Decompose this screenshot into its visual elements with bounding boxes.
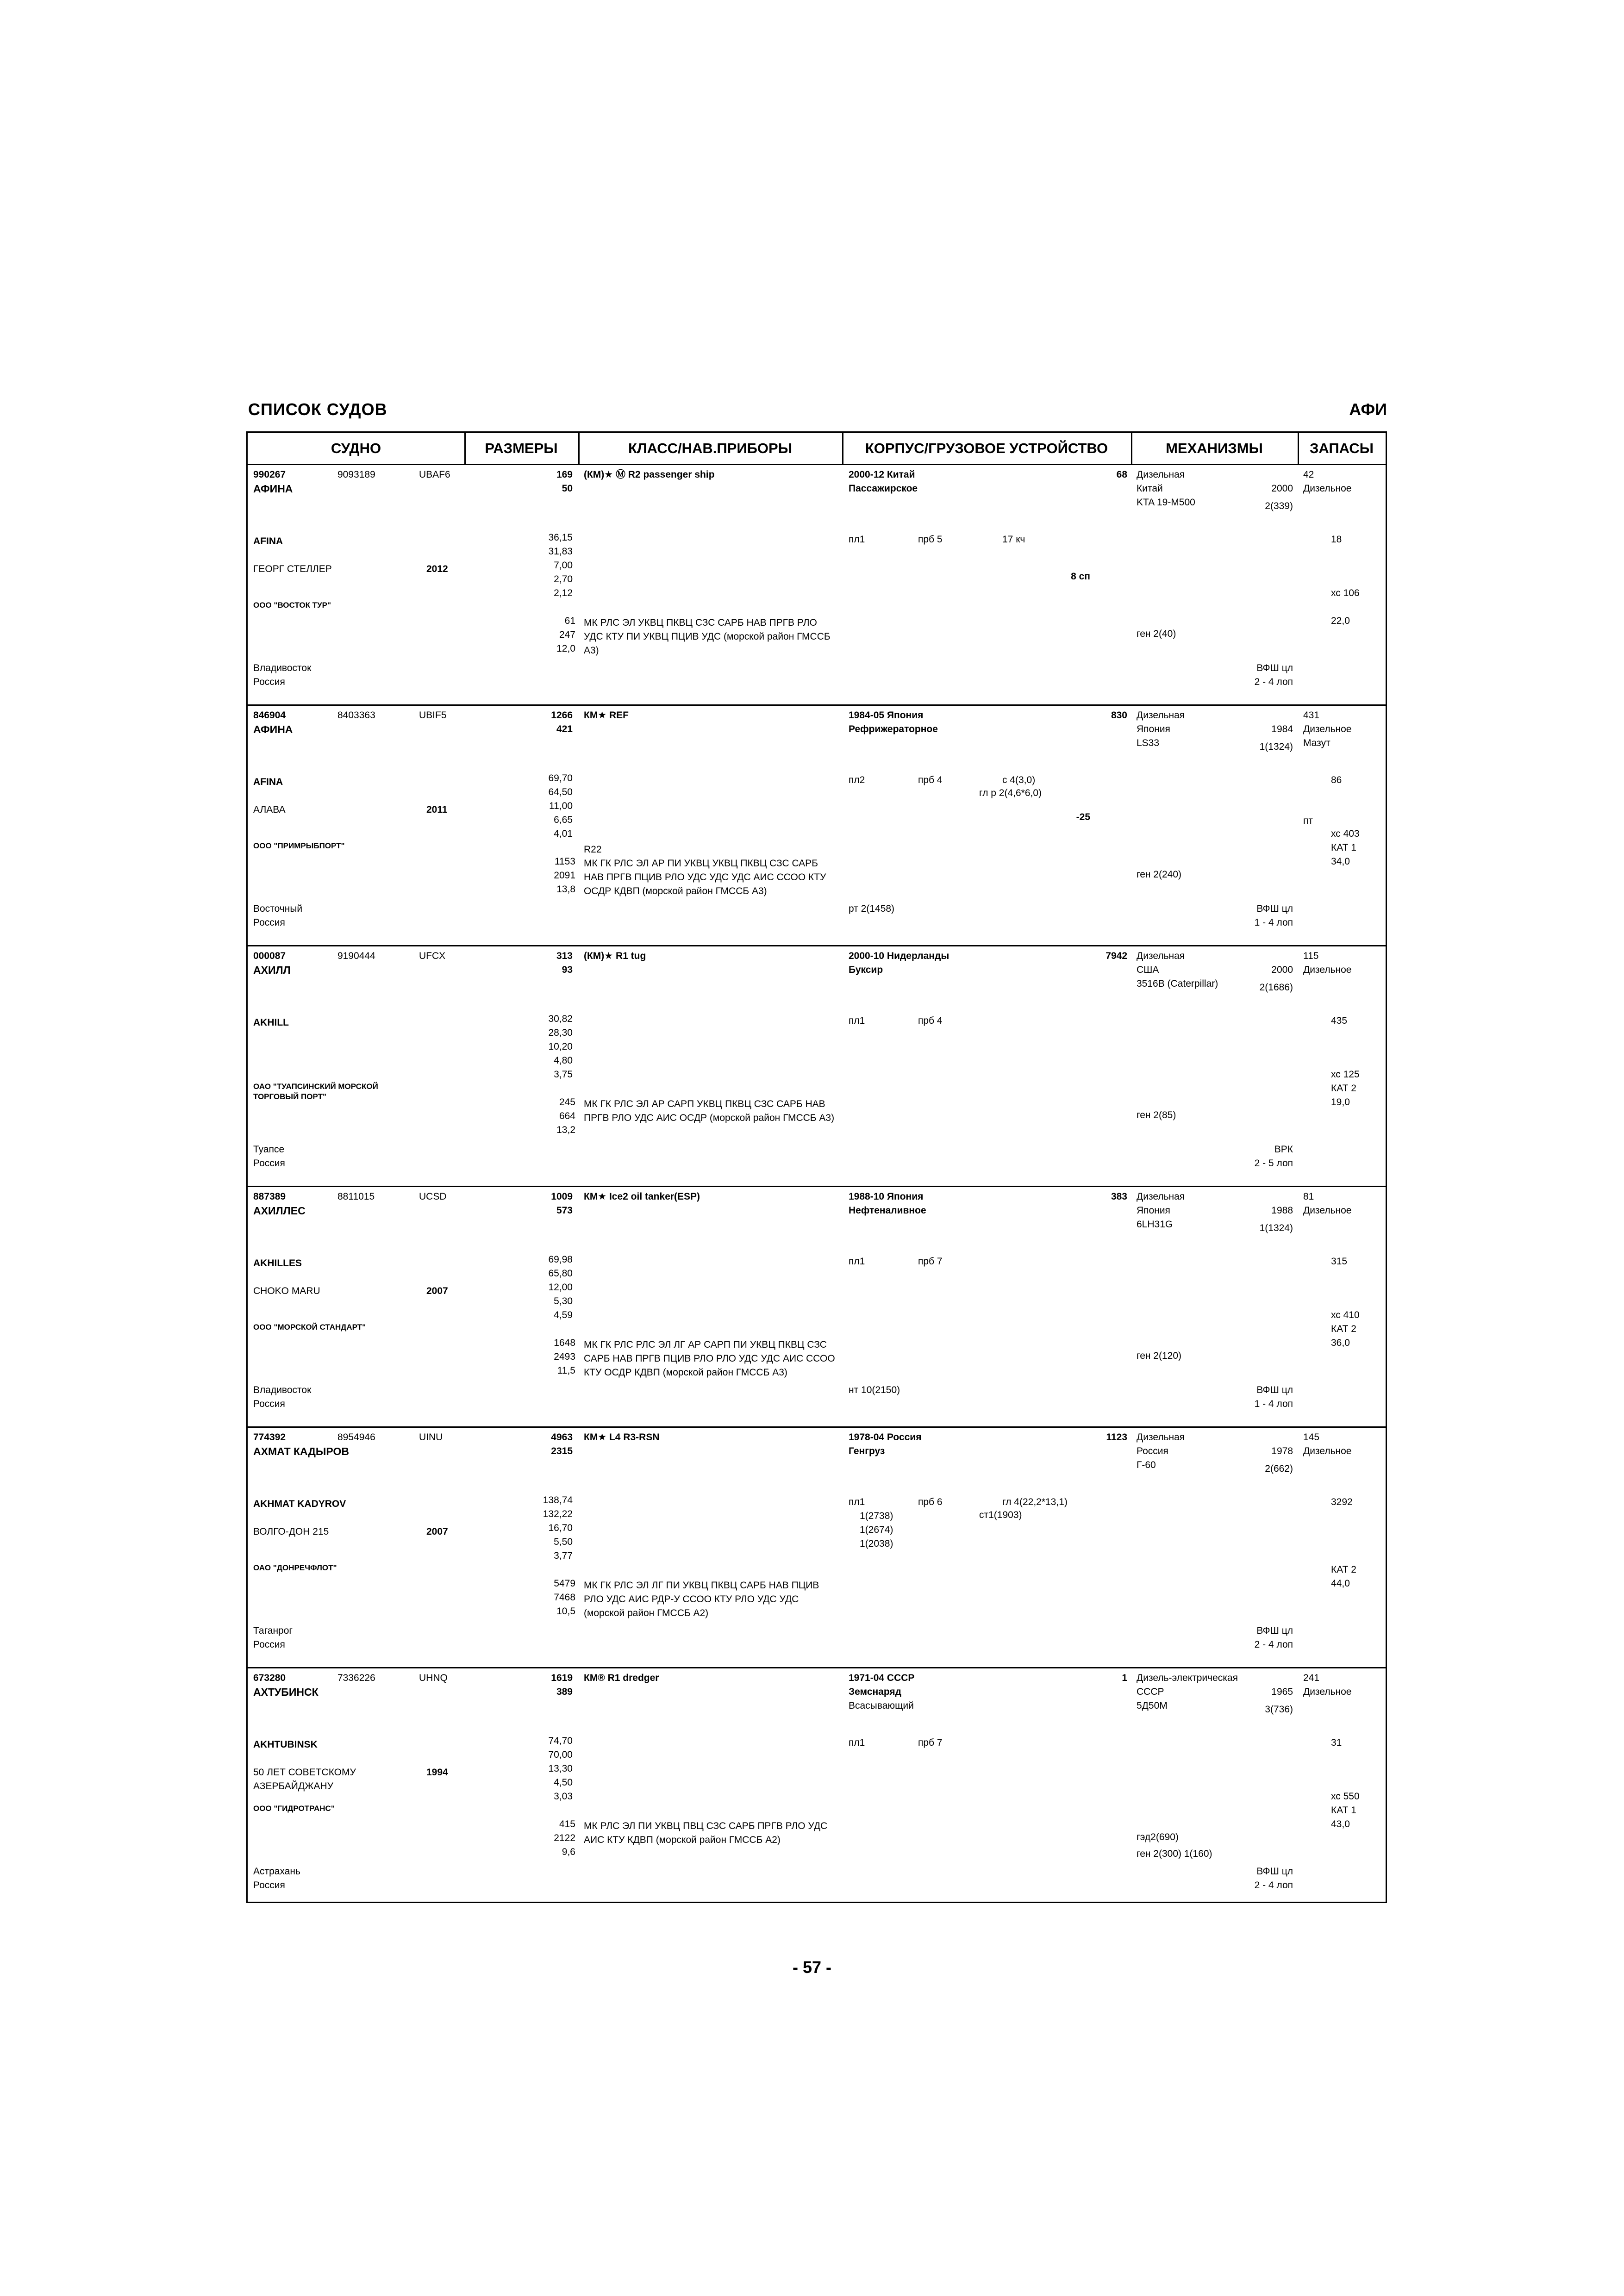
ship-call-sign: UBAF6 xyxy=(419,469,450,480)
ship-imo-number: 8403363 xyxy=(337,710,375,721)
net-tonnage: 389 xyxy=(556,1686,573,1697)
column-header-ship: СУДНО xyxy=(248,433,464,465)
dimensions-list xyxy=(530,1493,573,1563)
ship-entry xyxy=(248,1428,1386,1668)
ship-flag-country: Россия xyxy=(253,917,285,928)
tonnage-item: 11,5 xyxy=(557,1365,575,1376)
tonnage-item: 1648 xyxy=(554,1338,575,1348)
dims-item: 69,70 xyxy=(548,773,573,784)
holds: прб 5 xyxy=(918,534,943,545)
tonnage-item: 13,8 xyxy=(556,884,575,895)
dims-item: 3,77 xyxy=(554,1550,573,1561)
build-date-country: 2000-12 Китай xyxy=(849,469,915,480)
build-date-country: 1988-10 Япония xyxy=(849,1191,924,1202)
dims-item: 69,98 xyxy=(548,1254,573,1265)
ship-reg-number: 990267 xyxy=(253,469,286,480)
water-capacity: 18 xyxy=(1331,534,1342,545)
ship-home-port: Туапсе xyxy=(253,1144,285,1155)
dims-item: 7,00 xyxy=(554,560,573,571)
ship-entry xyxy=(248,465,1386,706)
propeller-blades: 1 - 4 лоп xyxy=(1254,1399,1293,1409)
water-capacity: 435 xyxy=(1331,1015,1348,1026)
class-notation: (КМ)★ Ⓜ R2 passenger ship xyxy=(584,469,715,480)
gross-tonnage: 169 xyxy=(556,469,573,480)
dims-item: 30,82 xyxy=(548,1014,573,1024)
column-header-hull: КОРПУС/ГРУЗОВОЕ УСТРОЙСТВО xyxy=(842,433,1131,465)
tonnage-item: 1153 xyxy=(554,856,575,867)
hull-detail-b: гл 4(22,2*13,1) xyxy=(1002,1497,1068,1507)
ship-owner: ОАО "ТУАПСИНСКИЙ МОРСКОЙ ТОРГОВЫЙ ПОРТ" xyxy=(253,1082,378,1101)
ship-home-port: Астрахань xyxy=(253,1866,300,1877)
ship-reg-number: 774392 xyxy=(253,1432,286,1443)
ship-call-sign: UCSD xyxy=(419,1191,447,1202)
engine-year: 1988 xyxy=(1271,1205,1293,1216)
ship-reg-number: 887389 xyxy=(253,1191,286,1202)
hull-detail-b: 17 кч xyxy=(1002,534,1025,545)
ship-home-port: Восточный xyxy=(253,903,303,914)
net-tonnage: 2315 xyxy=(551,1446,573,1456)
engine-year: 2000 xyxy=(1271,964,1293,975)
tonnage-item: 415 xyxy=(559,1819,575,1829)
net-tonnage: 421 xyxy=(556,724,573,734)
ship-former-name-year: 2007 xyxy=(426,1286,448,1296)
ship-name-latin: AFINA xyxy=(253,536,283,547)
holds: прб 4 xyxy=(918,775,943,785)
engine-country: Россия xyxy=(1137,1446,1168,1456)
engine-model: 3516B (Caterpillar) xyxy=(1137,978,1218,989)
tonnage-item: 2122 xyxy=(554,1833,575,1843)
ship-type: Рефрижераторное xyxy=(849,724,938,734)
dims-item: 70,00 xyxy=(548,1749,573,1760)
class-extra: R22 xyxy=(584,844,602,855)
supply-extra: пт xyxy=(1303,815,1313,826)
generators: ген 2(85) xyxy=(1137,1110,1176,1120)
engine-type: Дизельная xyxy=(1137,469,1185,480)
generators: ген 2(240) xyxy=(1137,869,1182,880)
dims-item: 3,75 xyxy=(554,1069,573,1080)
hull-number: 383 xyxy=(1111,1191,1127,1202)
dimensions-list xyxy=(530,1012,573,1082)
navigation-equipment: МК РЛС ЭЛ ПИ УКВЦ ПВЦ СЗС САРБ ПРГВ РЛО УДС АИС КТУ КДВП (морской район ГМССБ А2) xyxy=(584,1821,828,1845)
tonnage-item: 664 xyxy=(559,1111,575,1121)
engine-model: Г-60 xyxy=(1137,1460,1156,1470)
ship-owner: ООО "ВОСТОК ТУР" xyxy=(253,601,331,610)
ship-former-name: АЛАВА xyxy=(253,804,286,815)
ship-name: АХИЛЛЕС xyxy=(253,1205,306,1217)
dims-item: 5,30 xyxy=(554,1296,573,1307)
endurance: 19,0 xyxy=(1331,1097,1350,1108)
navigation-equipment: МК ГК РЛС ЭЛ АР САРП УКВЦ ПКВЦ СЗС САРБ НАВ ПРГВ РЛО УДС АИС ОСДР (морской район ГМССБ А3) xyxy=(584,1099,835,1123)
engine-country: США xyxy=(1137,964,1159,975)
page-title: СПИСОК СУДОВ xyxy=(248,400,387,419)
hatches: гл р 2(4,6*6,0) xyxy=(979,788,1042,798)
dimensions-list xyxy=(530,531,573,600)
gross-tonnage: 1266 xyxy=(551,710,573,721)
navigation-equipment: МК РЛС ЭЛ УКВЦ ПКВЦ СЗС САРБ НАВ ПРГВ РЛО УДС КТУ ПИ УКВЦ ПЦИВ УДС (морской район ГМССБ А3) xyxy=(584,617,831,656)
navigation-equipment: МК ГК РЛС РЛС ЭЛ ЛГ АР САРП ПИ УКВЦ ПКВЦ СЗС САРБ НАВ ПРГВ ПЦИВ РЛО РЛО УДС УДС АИС ССОО КТУ ОСДР КДВП (морской район ГМССБ А3) xyxy=(584,1339,835,1378)
water-capacity: 31 xyxy=(1331,1737,1342,1748)
engine-model: LS33 xyxy=(1137,738,1160,748)
ship-entry xyxy=(248,1668,1386,1909)
generators: гэд2(690) xyxy=(1137,1832,1179,1842)
tonnage-item: 10,5 xyxy=(556,1606,575,1617)
tonnage-item: 2493 xyxy=(554,1351,575,1362)
engine-model: 6LH31G xyxy=(1137,1219,1173,1230)
ship-imo-number: 9190444 xyxy=(337,951,375,961)
gross-tonnage: 1009 xyxy=(551,1191,573,1202)
fuel-capacity: 81 xyxy=(1303,1191,1314,1202)
engine-country: Япония xyxy=(1137,1205,1170,1216)
category: КАТ 2 xyxy=(1331,1324,1356,1334)
propeller: ВФШ цл xyxy=(1256,903,1293,914)
category: КАТ 2 xyxy=(1331,1083,1356,1094)
holds: прб 4 xyxy=(918,1015,943,1026)
endurance: 43,0 xyxy=(1331,1819,1350,1829)
refrigeration: хс 410 xyxy=(1331,1310,1360,1320)
hull-number: 1123 xyxy=(1106,1432,1127,1443)
propeller-blades: 2 - 4 лоп xyxy=(1254,1639,1293,1650)
ship-owner: ОАО "ДОНРЕЧФЛОТ" xyxy=(253,1563,337,1572)
build-date-country: 1971-04 СССР xyxy=(849,1673,915,1683)
engine-country: Япония xyxy=(1137,724,1170,734)
ship-imo-number: 8811015 xyxy=(337,1191,375,1202)
ship-former-name-year: 1994 xyxy=(426,1767,448,1778)
dims-item: 11,00 xyxy=(549,801,573,811)
ship-name-latin: AKHMAT KADYROV xyxy=(253,1499,346,1509)
decks: пл1 xyxy=(849,1256,865,1267)
propeller: ВФШ цл xyxy=(1256,1625,1293,1636)
ship-entries xyxy=(248,465,1386,1903)
engine-power: 2(339) xyxy=(1265,501,1293,511)
navigation-equipment: МК ГК РЛС ЭЛ АР ПИ УКВЦ УКВЦ ПКВЦ СЗС САРБ НАВ ПРГВ ПЦИВ РЛО УДС УДС УДС АИС ССОО КТУ ОСДР КДВП (морской район ГМССБ А3) xyxy=(584,858,826,896)
propeller: ВФШ цл xyxy=(1256,1866,1293,1877)
ship-imo-number: 7336226 xyxy=(337,1673,375,1683)
tonnage-list xyxy=(533,1336,575,1378)
decks: пл1 xyxy=(849,1015,865,1026)
fuel-type-2: Мазут xyxy=(1303,738,1330,748)
gross-tonnage: 313 xyxy=(556,951,573,961)
hull_list-item: 1(2738) xyxy=(860,1511,893,1521)
dims-item: 36,15 xyxy=(548,532,573,543)
holds: прб 6 xyxy=(918,1497,943,1507)
ship-name-latin: AKHTUBINSK xyxy=(253,1739,318,1750)
ship-name-latin: AKHILL xyxy=(253,1017,289,1028)
water-capacity: 86 xyxy=(1331,775,1342,785)
holds: прб 7 xyxy=(918,1737,943,1748)
dims-item: 2,70 xyxy=(554,574,573,585)
engine-type: Дизель-электрическая xyxy=(1137,1673,1238,1683)
refrigeration: хс 125 xyxy=(1331,1069,1360,1080)
endurance: 44,0 xyxy=(1331,1578,1350,1589)
build-date-country: 2000-10 Нидерланды xyxy=(849,951,949,961)
ship-former-name-year: 2011 xyxy=(426,804,448,815)
class-notation: КМ★ Ice2 oil tanker(ESP) xyxy=(584,1191,700,1202)
engine-year: 2000 xyxy=(1271,483,1293,494)
tonnage-item: 61 xyxy=(564,616,575,626)
ship-name-latin: AKHILLES xyxy=(253,1258,302,1269)
cargo-tanks: нт 10(2150) xyxy=(849,1385,900,1395)
propeller: ВФШ цл xyxy=(1256,1385,1293,1395)
ship-owner: ООО "ГИДРОТРАНС" xyxy=(253,1804,335,1813)
generators: ген 2(40) xyxy=(1137,628,1176,639)
decks: пл2 xyxy=(849,775,865,785)
engine-power: 2(662) xyxy=(1265,1463,1293,1474)
dims-item: 2,12 xyxy=(554,588,573,598)
hull-detail-c: 8 сп xyxy=(1071,571,1090,582)
engine-type: Дизельная xyxy=(1137,710,1185,721)
fuel-capacity: 145 xyxy=(1303,1432,1320,1443)
refrigeration: хс 106 xyxy=(1331,588,1360,598)
decks: пл1 xyxy=(849,534,865,545)
dims-item: 74,70 xyxy=(548,1736,573,1746)
ship-name: АФИНА xyxy=(253,723,293,735)
fuel-capacity: 241 xyxy=(1303,1673,1320,1683)
ship-name: АХТУБИНСК xyxy=(253,1686,319,1698)
column-header-dimensions: РАЗМЕРЫ xyxy=(464,433,578,465)
ship-call-sign: UFCX xyxy=(419,951,446,961)
hull-number: 830 xyxy=(1111,710,1127,721)
dims-item: 65,80 xyxy=(548,1268,573,1279)
ship-owner: ООО "МОРСКОЙ СТАНДАРТ" xyxy=(253,1323,366,1332)
fuel-type: Дизельное xyxy=(1303,724,1352,734)
fuel-type: Дизельное xyxy=(1303,1686,1352,1697)
hull_list-item: 1(2038) xyxy=(860,1538,893,1549)
dims-item: 4,01 xyxy=(554,828,573,839)
ship-former-name: 50 ЛЕТ СОВЕТСКОМУ АЗЕРБАЙДЖАНУ xyxy=(253,1767,356,1792)
ship-owner: ООО "ПРИМРЫБПОРТ" xyxy=(253,841,345,850)
fuel-type: Дизельное xyxy=(1303,1205,1352,1216)
engine-type: Дизельная xyxy=(1137,951,1185,961)
hull-number: 7942 xyxy=(1106,951,1127,961)
generators-extra: ген 2(300) 1(160) xyxy=(1137,1848,1212,1859)
engine-country: Китай xyxy=(1137,483,1163,494)
holds: прб 7 xyxy=(918,1256,943,1267)
ship-former-name: ГЕОРГ СТЕЛЛЕР xyxy=(253,564,332,574)
tonnage-list xyxy=(533,1817,575,1859)
tonnage-item: 13,2 xyxy=(556,1125,575,1135)
net-tonnage: 50 xyxy=(562,483,573,494)
cargo-tanks: рт 2(1458) xyxy=(849,903,895,914)
hull-number: 1 xyxy=(1122,1673,1127,1683)
endurance: 34,0 xyxy=(1331,856,1350,867)
class-notation: КМ★ REF xyxy=(584,710,629,721)
fuel-type: Дизельное xyxy=(1303,483,1352,494)
endurance: 22,0 xyxy=(1331,616,1350,626)
ship-entry xyxy=(248,706,1386,946)
build-date-country: 1978-04 Россия xyxy=(849,1432,922,1443)
ship-reg-number: 673280 xyxy=(253,1673,286,1683)
dimensions-list xyxy=(530,1734,573,1804)
ship-former-name-year: 2012 xyxy=(426,564,448,574)
hull-detail-c: -25 xyxy=(1076,812,1090,822)
ship-home-port: Таганрог xyxy=(253,1625,293,1636)
engine-type: Дизельная xyxy=(1137,1191,1185,1202)
engine-power: 1(1324) xyxy=(1259,741,1293,752)
ship-entry xyxy=(248,1187,1386,1428)
ship-name: АХИЛЛ xyxy=(253,964,291,976)
generators: ген 2(120) xyxy=(1137,1350,1182,1361)
water-capacity: 315 xyxy=(1331,1256,1348,1267)
fuel-capacity: 42 xyxy=(1303,469,1314,480)
decks: пл1 xyxy=(849,1737,865,1748)
dims-item: 3,03 xyxy=(554,1791,573,1802)
hull-list xyxy=(860,1509,893,1551)
ship-type: Земснаряд xyxy=(849,1686,901,1697)
ship-call-sign: UINU xyxy=(419,1432,443,1443)
ship-name: АХМАТ КАДЫРОВ xyxy=(253,1445,349,1457)
tonnage-item: 12,0 xyxy=(556,643,575,654)
engine-model: 5Д50М xyxy=(1137,1700,1168,1711)
tonnage-list xyxy=(533,1095,575,1137)
ship-former-name: CHOKO MARU xyxy=(253,1286,320,1296)
ship-name-latin: AFINA xyxy=(253,777,283,787)
ship-call-sign: UBIF5 xyxy=(419,710,447,721)
engine-year: 1965 xyxy=(1271,1686,1293,1697)
fuel-capacity: 431 xyxy=(1303,710,1320,721)
ship-type: Генгруз xyxy=(849,1446,885,1456)
gross-tonnage: 4963 xyxy=(551,1432,573,1443)
ship-type: Нефтеналивное xyxy=(849,1205,926,1216)
hatches: ст1(1903) xyxy=(979,1510,1022,1520)
net-tonnage: 573 xyxy=(556,1205,573,1216)
engine-year: 1984 xyxy=(1271,724,1293,734)
tonnage-list xyxy=(533,855,575,896)
fuel-type: Дизельное xyxy=(1303,1446,1352,1456)
tonnage-item: 245 xyxy=(559,1097,575,1108)
tonnage-list xyxy=(533,614,575,656)
propeller-blades: 2 - 4 лоп xyxy=(1254,1880,1293,1891)
engine-type: Дизельная xyxy=(1137,1432,1185,1443)
propeller-blades: 2 - 5 лоп xyxy=(1254,1158,1293,1169)
endurance: 36,0 xyxy=(1331,1338,1350,1348)
ship-call-sign: UHNQ xyxy=(419,1673,448,1683)
ship-subtype: Всасывающий xyxy=(849,1700,914,1711)
ship-type: Буксир xyxy=(849,964,883,975)
engine-country: СССР xyxy=(1137,1686,1164,1697)
category: КАТ 1 xyxy=(1331,842,1356,853)
ship-flag-country: Россия xyxy=(253,1158,285,1169)
tonnage-item: 5479 xyxy=(554,1578,575,1589)
engine-power: 3(736) xyxy=(1265,1704,1293,1715)
page-code: АФИ xyxy=(1349,400,1387,419)
dims-item: 4,59 xyxy=(554,1310,573,1320)
dims-item: 6,65 xyxy=(554,815,573,825)
refrigeration: хс 403 xyxy=(1331,828,1360,839)
dimensions-list xyxy=(530,772,573,841)
tonnage-item: 9,6 xyxy=(562,1847,575,1857)
dims-item: 5,50 xyxy=(554,1537,573,1547)
ship-flag-country: Россия xyxy=(253,677,285,687)
column-header-machinery: МЕХАНИЗМЫ xyxy=(1131,433,1298,465)
ship-reg-number: 846904 xyxy=(253,710,286,721)
tonnage-item: 247 xyxy=(559,629,575,640)
column-header-supplies: ЗАПАСЫ xyxy=(1298,433,1386,465)
dims-item: 132,22 xyxy=(543,1509,573,1519)
ship-former-name: ВОЛГО-ДОН 215 xyxy=(253,1526,329,1537)
tonnage-item: 7468 xyxy=(554,1592,575,1603)
dims-item: 10,20 xyxy=(548,1041,573,1052)
hull_list-item: 1(2674) xyxy=(860,1524,893,1535)
category: КАТ 2 xyxy=(1331,1564,1356,1575)
dims-item: 4,50 xyxy=(554,1777,573,1788)
tonnage-list xyxy=(533,1577,575,1618)
engine-year: 1978 xyxy=(1271,1446,1293,1456)
ship-imo-number: 9093189 xyxy=(337,469,375,480)
ship-reg-number: 000087 xyxy=(253,951,286,961)
ship-flag-country: Россия xyxy=(253,1399,285,1409)
page-number: - 57 - xyxy=(792,1958,832,1977)
ship-type: Пассажирское xyxy=(849,483,918,494)
class-notation: (КМ)★ R1 tug xyxy=(584,951,646,961)
dims-item: 12,00 xyxy=(548,1282,573,1293)
engine-model: KTA 19-M500 xyxy=(1137,497,1195,508)
dims-item: 138,74 xyxy=(543,1495,573,1506)
dims-item: 64,50 xyxy=(548,787,573,797)
dims-item: 31,83 xyxy=(548,546,573,557)
engine-power: 2(1686) xyxy=(1259,982,1293,993)
tonnage-item: 2091 xyxy=(554,870,575,881)
dimensions-list xyxy=(530,1253,573,1322)
dims-item: 28,30 xyxy=(548,1027,573,1038)
category: КАТ 1 xyxy=(1331,1805,1356,1816)
ship-home-port: Владивосток xyxy=(253,663,312,673)
ship-register-table xyxy=(246,431,1387,1903)
hull-number: 68 xyxy=(1116,469,1127,480)
propeller: ВФШ цл xyxy=(1256,663,1293,673)
dims-item: 4,80 xyxy=(554,1055,573,1066)
water-capacity: 3292 xyxy=(1331,1497,1353,1507)
hull-detail-b: с 4(3,0) xyxy=(1002,775,1036,785)
build-date-country: 1984-05 Япония xyxy=(849,710,924,721)
gross-tonnage: 1619 xyxy=(551,1673,573,1683)
decks: пл1 xyxy=(849,1497,865,1507)
navigation-equipment: МК ГК РЛС ЭЛ ЛГ ПИ УКВЦ ПКВЦ САРБ НАВ ПЦИВ РЛО УДС АИС РДР-У ССОО КТУ РЛО УДС УДС (морской район ГМССБ А2) xyxy=(584,1580,819,1618)
ship-flag-country: Россия xyxy=(253,1880,285,1891)
column-header-class: КЛАСС/НАВ.ПРИБОРЫ xyxy=(578,433,842,465)
class-notation: КМ★ L4 R3-RSN xyxy=(584,1432,660,1443)
ship-name: АФИНА xyxy=(253,483,293,495)
ship-home-port: Владивосток xyxy=(253,1385,312,1395)
fuel-capacity: 115 xyxy=(1303,951,1319,961)
propeller-blades: 2 - 4 лоп xyxy=(1254,677,1293,687)
ship-former-name-year: 2007 xyxy=(426,1526,448,1537)
engine-power: 1(1324) xyxy=(1259,1223,1293,1233)
refrigeration: хс 550 xyxy=(1331,1791,1360,1802)
dims-item: 16,70 xyxy=(548,1523,573,1533)
ship-entry xyxy=(248,946,1386,1187)
net-tonnage: 93 xyxy=(562,964,573,975)
ship-flag-country: Россия xyxy=(253,1639,285,1650)
fuel-type: Дизельное xyxy=(1303,964,1352,975)
dims-item: 13,30 xyxy=(548,1763,573,1774)
propeller: ВРК xyxy=(1274,1144,1293,1155)
ship-imo-number: 8954946 xyxy=(337,1432,375,1443)
class-notation: КМ® R1 dredger xyxy=(584,1673,659,1683)
propeller-blades: 1 - 4 лоп xyxy=(1254,917,1293,928)
